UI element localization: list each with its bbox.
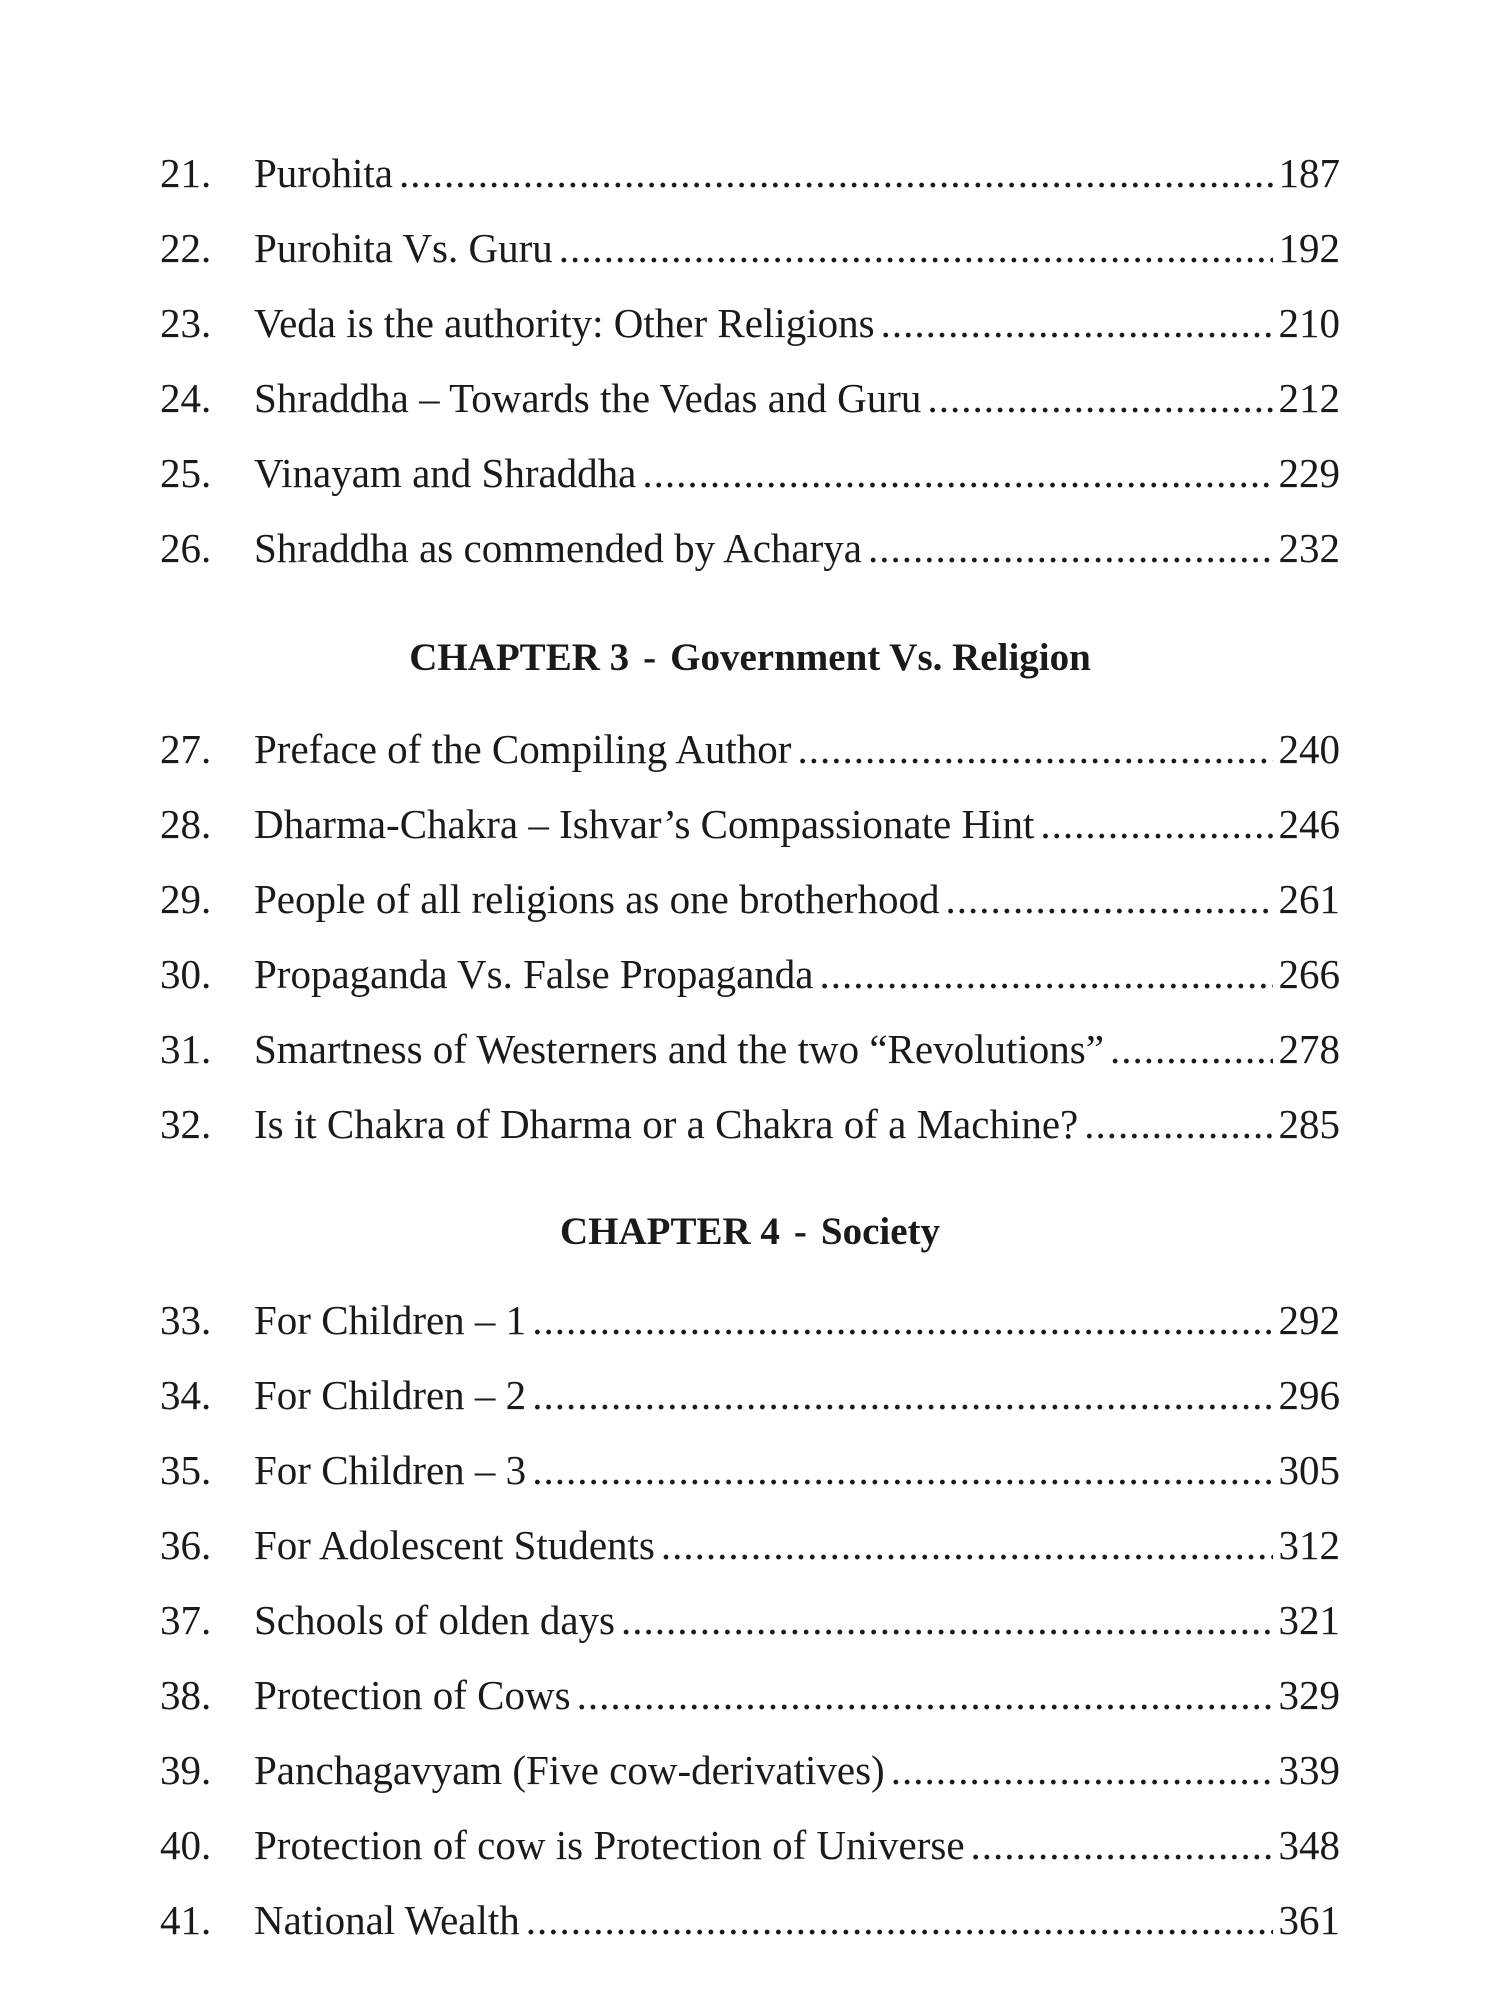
entry-page: 312 xyxy=(1278,1522,1340,1568)
dot-leader xyxy=(526,1883,1273,1958)
entry-title: For Children – 3 xyxy=(254,1447,527,1493)
dot-leader xyxy=(1040,787,1272,862)
entry-title: Propaganda Vs. False Propaganda xyxy=(254,951,814,997)
toc-entry[interactable] xyxy=(160,1433,1340,1508)
dot-leader xyxy=(797,712,1272,787)
entry-number: 38. xyxy=(160,1672,212,1718)
chapter-heading xyxy=(160,1207,1340,1257)
toc-entry[interactable] xyxy=(160,712,1340,787)
toc-entry[interactable] xyxy=(160,1583,1340,1658)
chapter-separator: - xyxy=(793,1210,807,1253)
dot-leader xyxy=(971,1808,1273,1883)
toc-entry[interactable] xyxy=(160,1733,1340,1808)
entry-number: 27. xyxy=(160,726,212,772)
toc-entry[interactable] xyxy=(160,1087,1340,1162)
entry-number: 23. xyxy=(160,300,212,346)
entry-number: 21. xyxy=(160,150,212,196)
entry-title: Preface of the Compiling Author xyxy=(254,726,792,772)
entry-title: Smartness of Westerners and the two “Revolutions” xyxy=(254,1026,1104,1072)
entry-page: 240 xyxy=(1278,726,1340,772)
entry-number: 29. xyxy=(160,876,212,922)
entry-number: 39. xyxy=(160,1747,212,1793)
entry-page: 210 xyxy=(1278,300,1340,346)
chapter-separator: - xyxy=(643,636,657,679)
entry-number: 35. xyxy=(160,1447,212,1493)
entry-page: 246 xyxy=(1278,801,1340,847)
entry-number: 41. xyxy=(160,1897,212,1943)
entry-page: 321 xyxy=(1278,1597,1340,1643)
entry-title: For Children – 2 xyxy=(254,1372,527,1418)
dot-leader xyxy=(891,1733,1273,1808)
entry-number: 33. xyxy=(160,1297,212,1343)
toc-entry[interactable] xyxy=(160,1358,1340,1433)
toc-entry[interactable] xyxy=(160,1508,1340,1583)
entry-number: 40. xyxy=(160,1822,212,1868)
entry-title: Purohita Vs. Guru xyxy=(254,225,553,271)
entry-title: Veda is the authority: Other Religions xyxy=(254,300,875,346)
entry-page: 285 xyxy=(1278,1101,1340,1147)
entry-title: Purohita xyxy=(254,150,393,196)
entry-number: 31. xyxy=(160,1026,212,1072)
entry-page: 192 xyxy=(1278,225,1340,271)
entry-number: 28. xyxy=(160,801,212,847)
entry-title: Shraddha as commended by Acharya xyxy=(254,525,862,571)
entry-number: 30. xyxy=(160,951,212,997)
toc-entry[interactable] xyxy=(160,211,1340,286)
dot-leader xyxy=(661,1508,1273,1583)
toc-entry[interactable] xyxy=(160,787,1340,862)
entry-page: 229 xyxy=(1278,450,1340,496)
entry-title: Is it Chakra of Dharma or a Chakra of a Machine? xyxy=(254,1101,1079,1147)
entry-page: 266 xyxy=(1278,951,1340,997)
dot-leader xyxy=(559,211,1273,286)
dot-leader xyxy=(881,286,1273,361)
entry-page: 361 xyxy=(1278,1897,1340,1943)
entry-title: People of all religions as one brotherhood xyxy=(254,876,940,922)
entry-number: 37. xyxy=(160,1597,212,1643)
dot-leader xyxy=(532,1283,1272,1358)
toc-entry[interactable] xyxy=(160,1808,1340,1883)
entry-page: 339 xyxy=(1278,1747,1340,1793)
entry-title: Protection of cow is Protection of Universe xyxy=(254,1822,965,1868)
entry-number: 36. xyxy=(160,1522,212,1568)
entry-number: 25. xyxy=(160,450,212,496)
dot-leader xyxy=(399,136,1273,211)
dot-leader xyxy=(577,1658,1273,1733)
dot-leader xyxy=(642,436,1272,511)
toc-section-1 xyxy=(160,136,1340,586)
toc-section-3 xyxy=(160,1283,1340,1958)
dot-leader xyxy=(868,511,1273,586)
dot-leader xyxy=(945,862,1272,937)
toc-entry[interactable] xyxy=(160,136,1340,211)
entry-number: 24. xyxy=(160,375,212,421)
dot-leader xyxy=(1084,1087,1272,1162)
chapter-name: Society xyxy=(820,1210,941,1253)
chapter-name: Government Vs. Religion xyxy=(670,636,1091,679)
entry-title: Schools of olden days xyxy=(254,1597,615,1643)
entry-title: Vinayam and Shraddha xyxy=(254,450,637,496)
toc-entry[interactable] xyxy=(160,937,1340,1012)
entry-title: For Children – 1 xyxy=(254,1297,527,1343)
toc-section-2 xyxy=(160,712,1340,1162)
dot-leader xyxy=(927,361,1272,436)
dot-leader xyxy=(532,1433,1272,1508)
entry-page: 292 xyxy=(1278,1297,1340,1343)
chapter-label: CHAPTER 4 xyxy=(559,1210,780,1253)
toc-entry[interactable] xyxy=(160,1012,1340,1087)
entry-title: For Adolescent Students xyxy=(254,1522,655,1568)
entry-number: 34. xyxy=(160,1372,212,1418)
toc-entry[interactable] xyxy=(160,862,1340,937)
entry-page: 261 xyxy=(1278,876,1340,922)
toc-entry[interactable] xyxy=(160,1658,1340,1733)
toc-entry[interactable] xyxy=(160,361,1340,436)
entry-page: 348 xyxy=(1278,1822,1340,1868)
toc-entry[interactable] xyxy=(160,511,1340,586)
entry-title: National Wealth xyxy=(254,1897,520,1943)
entry-page: 212 xyxy=(1278,375,1340,421)
entry-page: 305 xyxy=(1278,1447,1340,1493)
entry-page: 296 xyxy=(1278,1372,1340,1418)
toc-entry[interactable] xyxy=(160,1283,1340,1358)
dot-leader xyxy=(1110,1012,1273,1087)
entry-page: 278 xyxy=(1278,1026,1340,1072)
dot-leader xyxy=(819,937,1272,1012)
toc-entry[interactable] xyxy=(160,286,1340,361)
entry-number: 26. xyxy=(160,525,212,571)
toc-entry[interactable] xyxy=(160,1883,1340,1958)
dot-leader xyxy=(532,1358,1272,1433)
chapter-heading xyxy=(160,633,1340,683)
entry-title: Panchagavyam (Five cow-derivatives) xyxy=(254,1747,885,1793)
toc-entry[interactable] xyxy=(160,436,1340,511)
entry-page: 329 xyxy=(1278,1672,1340,1718)
entry-number: 22. xyxy=(160,225,212,271)
entry-title: Dharma-Chakra – Ishvar’s Compassionate Hint xyxy=(254,801,1035,847)
dot-leader xyxy=(621,1583,1273,1658)
chapter-label: CHAPTER 3 xyxy=(409,636,630,679)
entry-title: Shraddha – Towards the Vedas and Guru xyxy=(254,375,922,421)
entry-title: Protection of Cows xyxy=(254,1672,571,1718)
entry-number: 32. xyxy=(160,1101,212,1147)
entry-page: 232 xyxy=(1278,525,1340,571)
entry-page: 187 xyxy=(1278,150,1340,196)
